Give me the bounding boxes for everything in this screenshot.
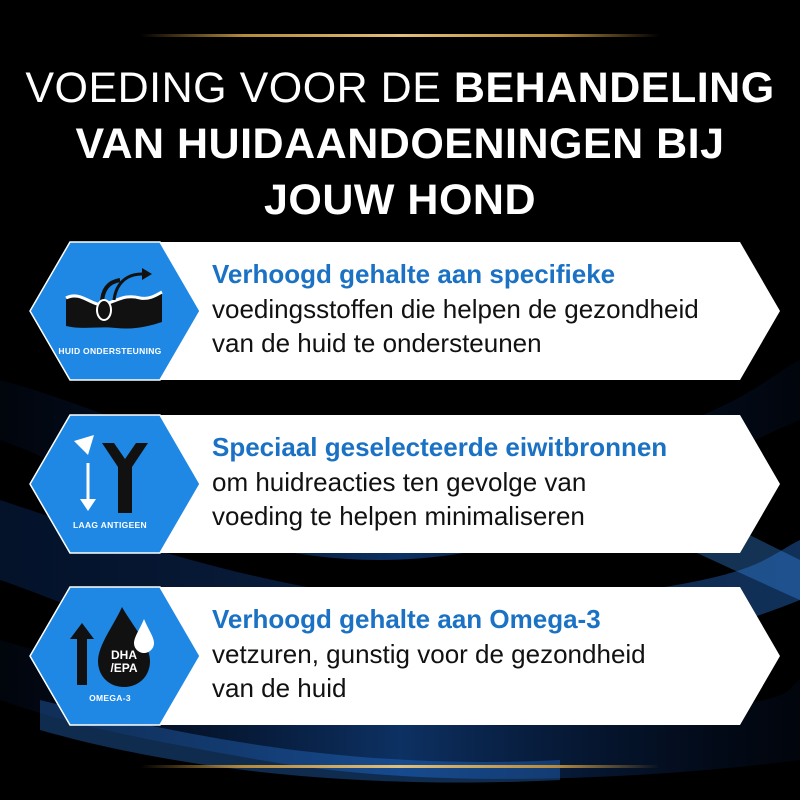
card-line-2: voeding te helpen minimaliseren bbox=[212, 501, 585, 531]
headline-line-3: JOUW HOND bbox=[263, 176, 537, 224]
gold-divider-bottom bbox=[140, 765, 660, 768]
gold-divider-top bbox=[140, 34, 660, 37]
benefit-card-skin-support bbox=[0, 240, 800, 382]
headline bbox=[20, 60, 780, 228]
hex-label: LAAG ANTIGEEN bbox=[73, 520, 147, 530]
headline-bold: BEHANDELING bbox=[453, 64, 775, 112]
benefit-card-low-antigen bbox=[0, 413, 800, 555]
skin-support-icon bbox=[62, 264, 166, 338]
headline-line-2: VAN HUIDAANDOENINGEN BIJ bbox=[75, 120, 725, 168]
low-antigen-icon bbox=[66, 433, 162, 519]
card-lead: Speciaal geselecteerde eiwitbronnen bbox=[212, 432, 668, 462]
headline-light: VOEDING VOOR DE bbox=[25, 64, 442, 112]
card-lead: Verhoogd gehalte aan specifieke bbox=[212, 259, 616, 289]
card-lead: Verhoogd gehalte aan Omega-3 bbox=[212, 604, 601, 634]
dha-epa-label: DHA /EPA bbox=[110, 648, 138, 675]
hex-label: OMEGA-3 bbox=[89, 693, 131, 703]
card-text bbox=[212, 601, 757, 705]
benefit-card-omega3 bbox=[0, 585, 800, 727]
card-line-1: voedingsstoffen die helpen de gezondheid bbox=[212, 294, 699, 324]
card-text bbox=[212, 256, 757, 360]
card-line-2: van de huid te ondersteunen bbox=[212, 328, 542, 358]
card-line-1: vetzuren, gunstig voor de gezondheid bbox=[212, 639, 646, 669]
card-line-1: om huidreacties ten gevolge van bbox=[212, 467, 587, 497]
card-text bbox=[212, 429, 757, 533]
hex-label: HUID ONDERSTEUNING bbox=[58, 346, 162, 356]
card-line-2: van de huid bbox=[212, 673, 347, 703]
omega3-drop-icon bbox=[62, 599, 166, 691]
